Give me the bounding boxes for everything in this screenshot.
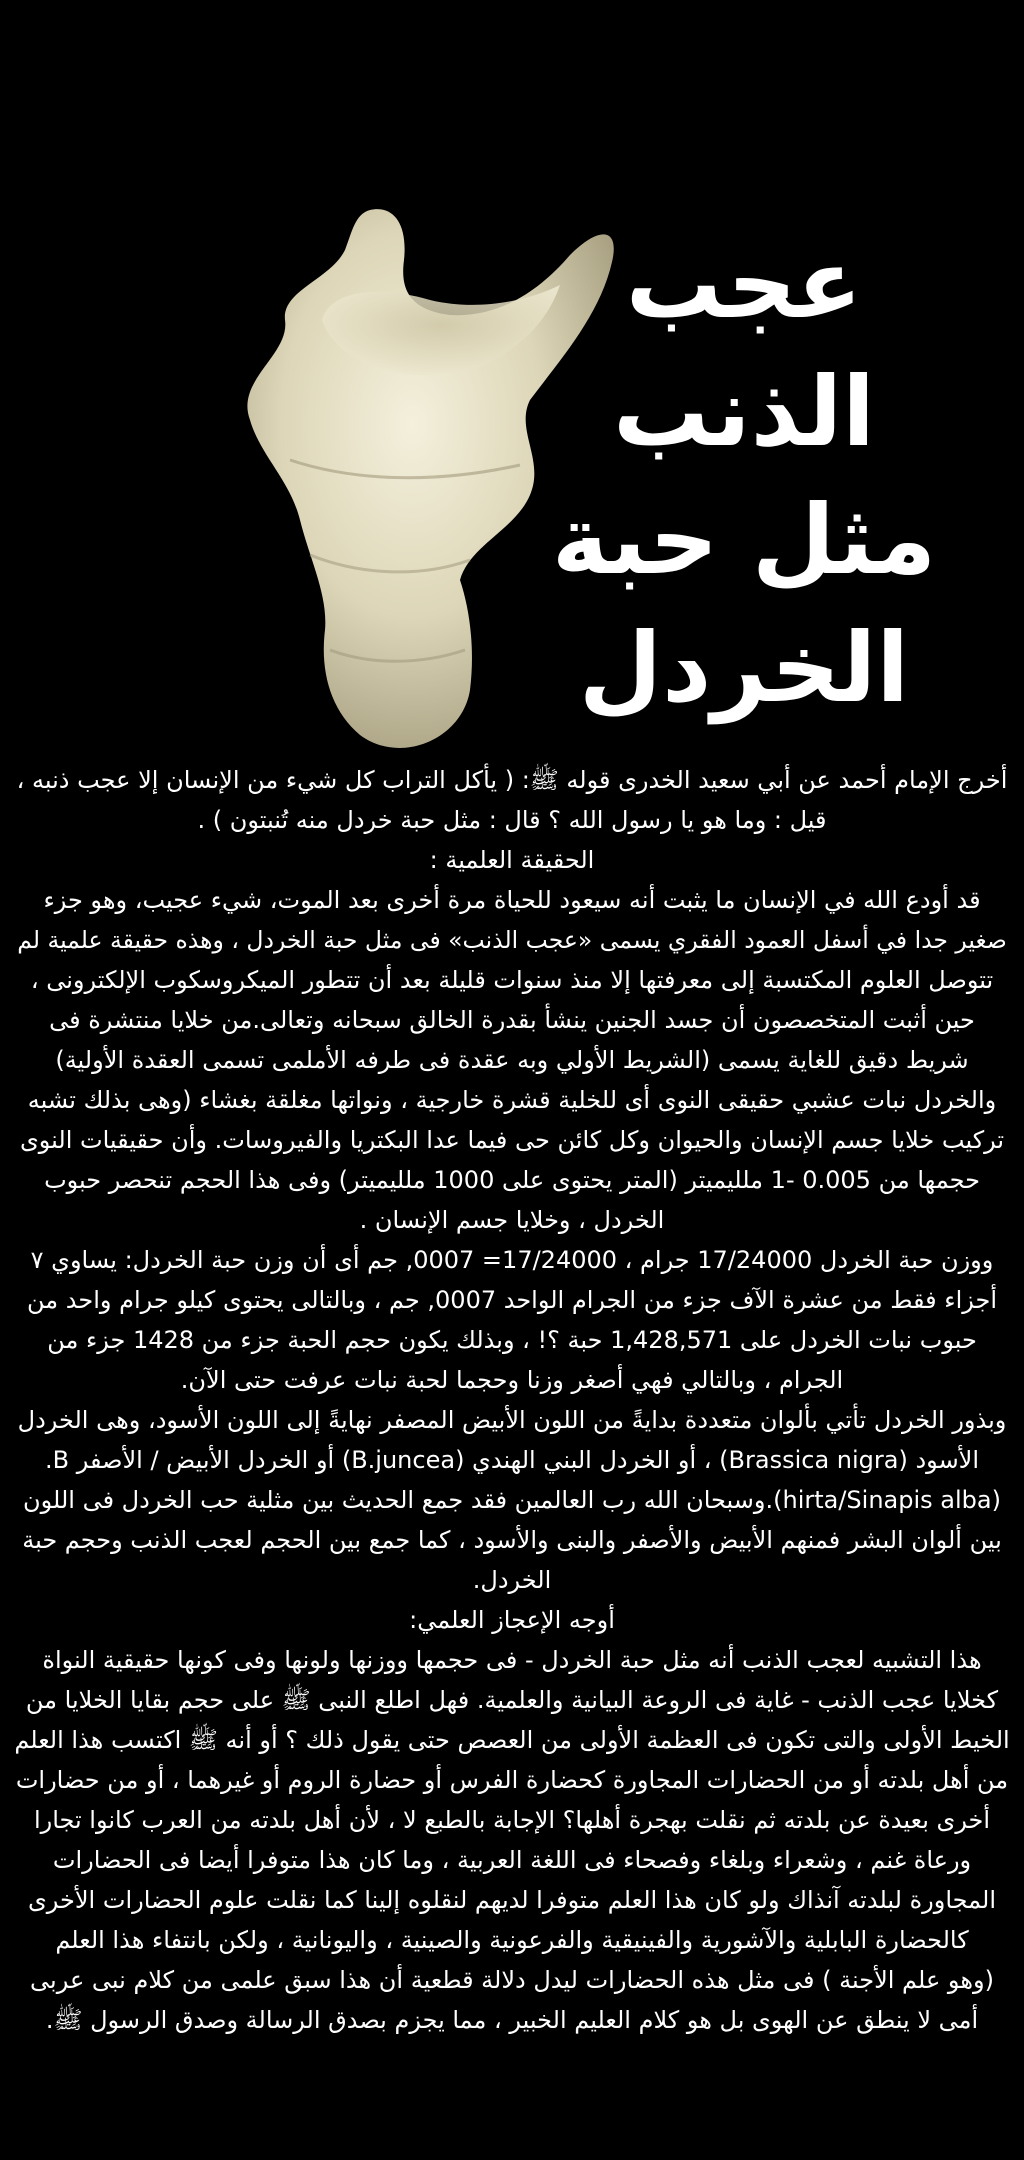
text-line: (hirta/Sinapis alba).وسبحان الله رب العالمين فقد جمع الحديث بين مثلية حب الخردل فى اللون [23,1486,1001,1514]
title-line: الذنب [612,356,876,468]
title-line: عجب [625,228,863,340]
text-line: كالحضارة البابلية والآشورية والفينيقية والفرعونية والصينية ، واليونانية ، ولكن بانتفاء هذا العلم [55,1926,969,1954]
text-line: أجزاء فقط من عشرة الآف جزء من الجرام الواحد 0007, جم ، وبالتالى يحتوى كيلو جرام واحد من [27,1286,997,1314]
article-body [0,760,1024,2040]
text-line: الخردل ، وخلايا جسم الإنسان . [359,1206,665,1234]
text-line: كخلايا عجب الذنب - غاية فى الروعة البيانية والعلمية. فهل اطلع النبى ﷺ على حجم بقايا الخلايا من [25,1686,999,1714]
text-line: المجاورة لبلدته آنذاك ولو كان هذا العلم متوفرا لديهم لنقلوه إلينا كما نقلت علوم الحضارات الأخرى [28,1886,996,1914]
hero-section [0,0,1024,760]
title-line: الخردل [578,612,910,724]
text-line: وبذور الخردل تأتي بألوان متعددة بدايةً من اللون الأبيض المصفر نهايةً إلى اللون الأسود، وهى الخردل [17,1406,1007,1434]
text-line: من أهل بلدته أو من الحضارات المجاورة كحضارة الفرس أو حضارة الروم أو غيرهما ، أو من حضارات [15,1766,1009,1794]
text-line: تتوصل العلوم المكتسبة إلى معرفتها إلا منذ سنوات قليلة بعد أن تتطور الميكروسكوب الإلكترونى ، [30,966,994,994]
text-line: تركيب خلايا جسم الإنسان والحيوان وكل كائن حى فيما عدا البكتريا والفيروسات. وأن حقيقيات النوى [19,1126,1005,1154]
text-line: والخردل نبات عشبي حقيقى النوى أى للخلية قشرة خارجية ، ونواتها مغلقة بغشاء (وهى بذلك تشبه [27,1086,997,1114]
section-heading: أوجه الإعجاز العلمي: [409,1606,615,1634]
section-heading: الحقيقة العلمية : [429,846,595,874]
title-line: مثل حبة [551,484,937,596]
text-line: شريط دقيق للغاية يسمى (الشريط الأولي وبه عقدة فى طرفه الأملمى تسمى العقدة الأولية) [55,1046,969,1074]
text-line: (وهو علم الأجنة ) فى مثل هذه الحضارات ليدل دلالة قطعية أن هذا سبق علمى من كلام نبى عربى [30,1966,994,1994]
text-line: الخيط الأولى والتى تكون فى العظمة الأولى من العصص حتى يقول ذلك ؟ أو أنه ﷺ اكتسب هذا العلم [14,1726,1010,1754]
text-line: أخرج الإمام أحمد عن أبي سعيد الخدرى قوله ﷺ: ( يأكل التراب كل شيء من الإنسان إلا عجب ذنبه ، [16,766,1008,794]
text-line: أخرى بعيدة عن بلدته ثم نقلت بهجرة أهلها؟ الإجابة بالطبع لا ، لأن أهل بلدته من العرب كانوا تجارا [33,1806,991,1834]
text-line: ورعاة غنم ، وشعراء وبلغاء وفصحاء فى اللغة العربية ، وما كان هذا متوفرا أيضا فى الحضارات [52,1846,972,1874]
text-line: قيل : وما هو يا رسول الله ؟ قال : مثل حبة خردل منه تُنبتون ) . [197,806,827,834]
text-line: الخردل. [472,1566,552,1594]
text-line: هذا التشبيه لعجب الذنب أنه مثل حبة الخردل - فى حجمها ووزنها ولونها وفى كونها حقيقية النواة [42,1646,982,1674]
text-line: الجرام ، وبالتالي فهي أصغر وزنا وحجما لحبة نبات عرفت حتى الآن. [180,1366,844,1394]
text-line: بين ألوان البشر فمنهم الأبيض والأصفر والبنى والأسود ، كما جمع بين الحجم لعجب الذنب وحجم حبة [22,1526,1002,1554]
text-line: ووزن حبة الخردل 17/24000 جرام ، 17/24000= 0007, جم أى أن وزن حبة الخردل: يساوي ٧ [30,1246,994,1274]
text-line: صغير جدا في أسفل العمود الفقري يسمى «عجب الذنب» فى مثل حبة الخردل ، وهذه حقيقة علمية لم [17,926,1007,954]
text-line: حبوب نبات الخردل على 1,428,571 حبة ؟! ، وبذلك يكون حجم الحبة جزء من 1428 جزء من [47,1326,977,1354]
text-line: أمى لا ينطق عن الهوى بل هو كلام العليم الخبير ، مما يجزم بصدق الرسالة وصدق الرسول ﷺ. [45,2006,979,2034]
text-line: الأسود (Brassica nigra) ، أو الخردل البني الهندي (B.juncea) أو الخردل الأبيض / الأصفر B. [44,1446,980,1474]
text-line: حين أثبت المتخصصون أن جسد الجنين ينشأ بقدرة الخالق سبحانه وتعالى.من خلايا منتشرة فى [49,1006,975,1034]
text-line: قد أودع الله في الإنسان ما يثبت أنه سيعود للحياة مرة أخرى بعد الموت، شيء عجيب، وهو جزء [43,886,981,914]
text-line: حجمها من 0.005 -1 ملليميتر (المتر يحتوى على 1000 ملليميتر) وفى هذا الحجم تنحصر حبوب [44,1166,980,1194]
page-title [534,220,954,732]
